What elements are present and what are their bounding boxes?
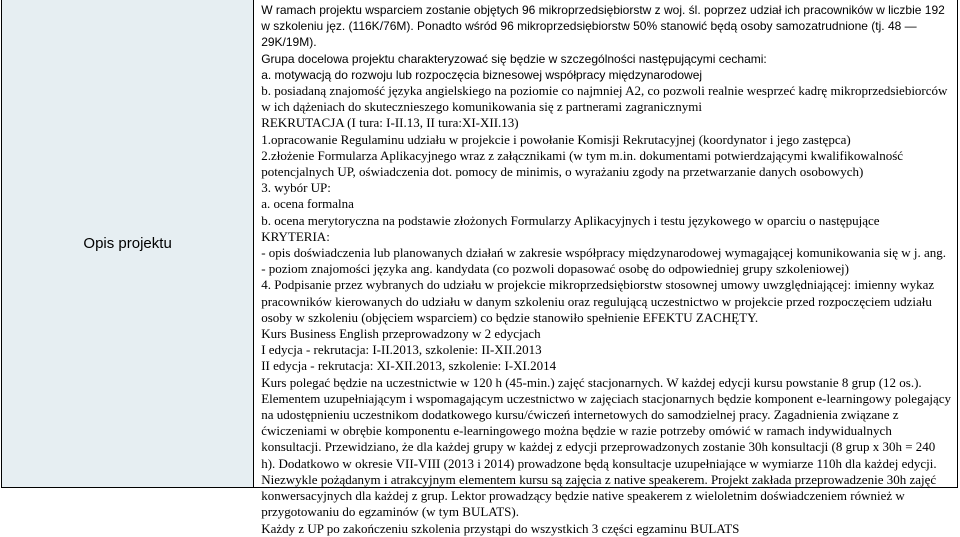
description-line: konwersacyjnych dla każdej z grup. Lektor prowadzący będzie native speakerem z wieloletnim doświadczeniem również w [261, 488, 905, 504]
description-line: Grupa docelowa projektu charakteryzować się będzie w szczególności następującymi cechami: [261, 51, 767, 66]
description-line: potencjalnych UP, oświadczenia dot. pomocy de minimis, o wyrażaniu zgody na przetwarzanie danych osobowych) [261, 164, 864, 180]
description-line: - opis doświadczenia lub planowanych działań w zakresie współpracy międzynarodowej wymagającej komunikowania się w j. ang. [261, 245, 946, 261]
description-line: Elementem uzupełniającym i wspomagającym uczestnictwo w zajęciach stacjonarnych będzie komponent e-learningowy polegający [261, 390, 951, 406]
description-line: w ich dążeniach do skutecznieszego komunikowania się z partnerami zagranicznymi [261, 99, 702, 115]
description-line: b. posiadaną znajomość języka angielskiego na poziomie co najmniej A2, co pozwoli realnie wesprzeć kadrę mikroprzedsiebiorców [261, 83, 948, 99]
row-label: Opis projektu [83, 235, 172, 252]
description-line: a. motywacją do rozwoju lub rozpoczęcia biznesowej współpracy międzynarodowej [261, 67, 703, 82]
description-line: II edycja - rekrutacja: XI-XII.2013, szkolenie: I-XI.2014 [261, 358, 557, 374]
description-line: KRYTERIA: [261, 228, 330, 244]
description-line: pracowników kierowanych do udziału w danym szkoleniu oraz regulującą uczestnictwo w projekcie przed rozpoczęciem udziału [261, 293, 932, 309]
description-line: ćwiczeniami w obrębie komponentu e-learningowego można będzie w razie potrzeby omówić w ramach indywidualnych [261, 423, 892, 439]
project-description-table [1, 0, 958, 536]
description-line: b. ocena merytoryczna na podstawie złożonych Formularzy Aplikacyjnych i testu językowego w oparciu o następujące [261, 212, 880, 228]
description-line: osoby w szkoleniu (objęciem wsparciem) co będzie stanowiło spełnienie EFEKTU ZACHĘTY. [261, 309, 759, 325]
description-line: w szkoleniu jęz. (116K/76M). Ponadto wśród 96 mikroprzedsiębiorstw 50% stanowić będą osoby samozatrudnione (tj. 48 — [261, 19, 917, 34]
description-line: Każdy z UP po zakończeniu szkolenia przystąpi do wszystkich 3 części egzaminu BULATS [261, 520, 740, 536]
description-line: przygotowaniu do egzaminów (w tym BULATS). [261, 504, 519, 520]
description-line: Kurs polegać będzie na uczestnictwie w 120 h (45-min.) zajęć stacjonarnych. W każdej edycji kursu powstanie 8 grup (12 os.). [261, 374, 922, 390]
row-label-cell [2, 0, 254, 487]
description-line: na udostępnieniu uczestnikom dodatkowego kursu/ćwiczeń internetowych do samodzielnej pracy. Zagadnienia związane z [261, 407, 899, 423]
description-line: 29K/19M). [261, 35, 317, 50]
description-line: 1.opracowanie Regulaminu udziału w projekcie i powołanie Komisji Rekrutacyjnej (koordynator i jego zastępca) [261, 131, 851, 147]
description-line: konsultacji. Przewidziano, że dla każdej grupy w każdej z edycji przeprowadzonych zostanie 30h konsultacji (8 grup x 30h = 240 [261, 439, 936, 455]
description-line: 4. Podpisanie przez wybranych do udziału w projekcie mikroprzedsiębiorstw stosownej umowy uwzględniającej: imienny wykaz [261, 277, 935, 293]
description-line: Kurs Business English przeprowadzony w 2 edycjach [261, 326, 541, 342]
description-line: 2.złożenie Formularza Aplikacyjnego wraz z załącznikami (w tym m.in. dokumentami potwierdzającymi kwalifikowalność [261, 147, 904, 163]
description-line: Niezwykle pożądanym i atrakcyjnym elementem kursu są zajęcia z native speakerem. Projekt zakłada przeprowadzenie 30h zajęć [261, 471, 937, 487]
description-content-cell [254, 0, 957, 536]
description-line: I edycja - rekrutacja: I-II.2013, szkolenie: II-XII.2013 [261, 342, 542, 358]
description-line: 3. wybór UP: [261, 180, 331, 196]
description-line: h). Dodatkowo w okresie VII-VIII (2013 i 2014) prowadzone będą konsultacje uzupełniające w wymiarze 110h dla każdej edycji. [261, 455, 937, 471]
description-line: a. ocena formalna [261, 196, 354, 212]
description-line: - poziom znajomości języka ang. kandydata (co pozwoli dopasować osobę do odpowiedniej grupy szkoleniowej) [261, 261, 849, 277]
description-line: W ramach projektu wsparciem zostanie objętych 96 mikroprzedsiębiorstw z woj. śl. poprzez udział ich pracowników w liczbie 192 [261, 3, 945, 17]
description-line: REKRUTACJA (I tura: I-II.13, II tura:XI-XII.13) [261, 115, 519, 131]
